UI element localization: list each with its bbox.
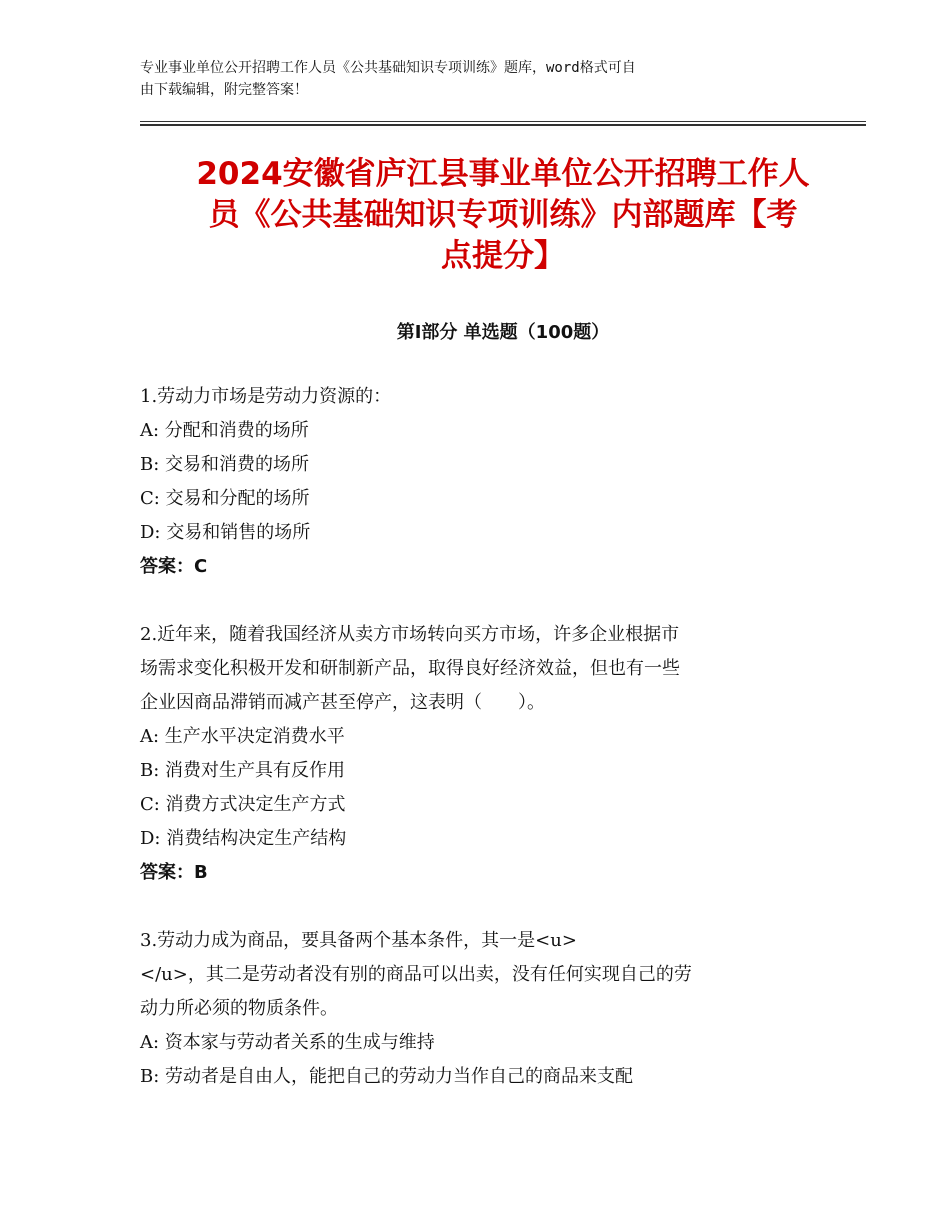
option-c: C: 消费方式决定生产方式 [140,794,346,815]
option-b: B: 交易和消费的场所 [140,454,310,475]
header-rule-thick [140,124,866,126]
option-b: B: 劳动者是自由人，能把自己的劳动力当作自己的商品来支配 [140,1066,634,1087]
question-stem: 3.劳动力成为商品，要具备两个基本条件，其一是<u> [140,930,577,951]
question-stem: </u>，其二是劳动者没有别的商品可以出卖，没有任何实现自己的劳 [140,964,692,985]
header-note-line: 由下载编辑，附完整答案！ [140,82,308,98]
title-line: 2024安徽省庐江县事业单位公开招聘工作人 [196,156,810,192]
header-note-line: 专业事业单位公开招聘工作人员《公共基础知识专项训练》题库，word格式可自 [140,60,636,76]
section-heading: 第Ⅰ部分 单选题（100题） [396,322,610,343]
answer-line: 答案：B [140,862,208,883]
option-a: A: 资本家与劳动者关系的生成与维持 [140,1032,435,1053]
question-list [140,380,800,1128]
question-item [140,618,800,890]
question-stem: 企业因商品滞销而减产甚至停产，这表明（ ）。 [140,692,545,713]
option-a: A: 分配和消费的场所 [140,420,309,441]
answer-line: 答案：C [140,556,208,577]
title-line: 点提分】 [441,238,565,274]
option-d: D: 交易和销售的场所 [140,522,311,543]
option-b: B: 消费对生产具有反作用 [140,760,346,781]
header-rule-thin [140,121,866,122]
option-c: C: 交易和分配的场所 [140,488,310,509]
question-stem: 2.近年来，随着我国经济从卖方市场转向买方市场，许多企业根据市 [140,624,680,645]
question-stem: 1.劳动力市场是劳动力资源的： [140,386,392,407]
question-stem: 场需求变化积极开发和研制新产品，取得良好经济效益，但也有一些 [140,658,680,679]
document-title [140,154,866,277]
question-stem: 动力所必须的物质条件。 [140,998,338,1019]
option-d: D: 消费结构决定生产结构 [140,828,347,849]
header-note [140,57,820,101]
title-line: 员《公共基础知识专项训练》内部题库【考 [208,197,798,233]
option-a: A: 生产水平决定消费水平 [140,726,345,747]
question-item [140,380,800,584]
question-item [140,924,800,1094]
